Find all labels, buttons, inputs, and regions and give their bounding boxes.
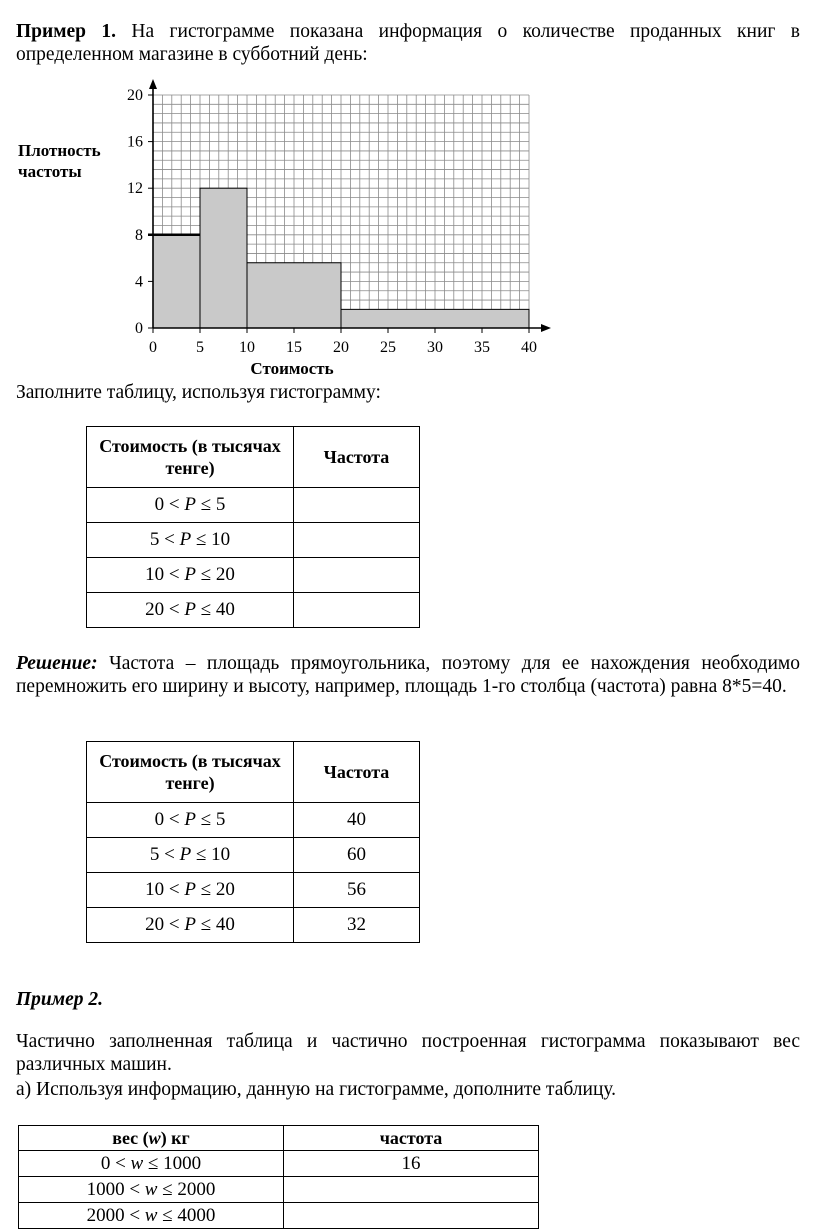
table1-row	[87, 593, 420, 628]
table1-freq-cell[interactable]	[294, 558, 420, 593]
table2-header-cost: Стоимость (в тысячах тенге)	[87, 742, 294, 803]
table3-cost-cell	[19, 1203, 284, 1229]
less-than-sign: <	[159, 529, 180, 550]
less-than-sign: <	[164, 599, 185, 620]
y-tick-label: 16	[127, 133, 143, 151]
range-variable: P	[179, 529, 192, 550]
less-than-sign: <	[164, 879, 185, 900]
x-tick-label: 40	[521, 339, 537, 356]
table3-freq-cell[interactable]	[284, 1177, 539, 1203]
instruction1: Заполните таблицу, используя гистограмму:	[16, 382, 381, 403]
y-tick-label: 4	[135, 273, 143, 291]
range-variable: w	[144, 1204, 158, 1226]
range-upper: 20	[215, 564, 235, 585]
chart-ylabel-line1: Плотность	[18, 141, 101, 160]
less-than-sign: <	[124, 1204, 145, 1226]
range-lower: 10	[145, 564, 165, 585]
range-upper: 5	[215, 809, 226, 830]
x-tick-label: 20	[333, 339, 349, 356]
range-upper: 20	[215, 879, 235, 900]
table2-freq-cell: 40	[294, 803, 420, 838]
less-than-sign: <	[164, 494, 185, 515]
table3-header-weight	[19, 1126, 284, 1151]
y-tick-label: 20	[127, 87, 143, 104]
table3-header-weight-pre: вес (	[112, 1127, 149, 1148]
table2-freq-cell: 56	[294, 873, 420, 908]
example1-text: На гистограмме показана информация о количестве проданных книг в определенном магазине в субботний день:	[16, 21, 800, 65]
chart-ylabel-line2: частоты	[18, 162, 82, 181]
table3-freq-cell[interactable]: 16	[284, 1151, 539, 1177]
example1-label: Пример 1.	[16, 21, 117, 42]
range-lower: 2000	[86, 1204, 125, 1226]
less-equal-sign: ≤	[195, 879, 216, 900]
table2-row	[87, 908, 420, 943]
table1-freq-cell[interactable]	[294, 488, 420, 523]
table2-freq-cell: 32	[294, 908, 420, 943]
example2-text: Частично заполненная таблица и частично построенная гистограмма показывают вес различных машин.	[16, 1031, 800, 1075]
range-variable: P	[184, 809, 196, 830]
chart-x-ticks	[149, 328, 537, 356]
example1-paragraph	[16, 20, 800, 66]
range-lower: 5	[149, 529, 160, 550]
table1-cost-cell	[87, 593, 294, 628]
less-than-sign: <	[110, 1152, 131, 1174]
less-equal-sign: ≤	[195, 494, 216, 515]
table1	[86, 426, 420, 628]
table2-row	[87, 803, 420, 838]
range-upper: 4000	[177, 1204, 216, 1226]
x-tick-label: 10	[239, 339, 255, 356]
table3-cost-cell	[19, 1177, 284, 1203]
range-upper: 1000	[163, 1152, 202, 1174]
range-upper: 40	[215, 599, 235, 620]
table1-cost-cell	[87, 488, 294, 523]
x-tick-label: 0	[149, 339, 157, 356]
histogram-chart	[0, 78, 600, 378]
range-lower: 10	[145, 879, 165, 900]
less-equal-sign: ≤	[143, 1152, 164, 1174]
range-lower: 0	[100, 1152, 111, 1174]
table2-cost-cell	[87, 838, 294, 873]
less-than-sign: <	[164, 914, 185, 935]
range-upper: 2000	[177, 1178, 216, 1200]
histogram-bar-4	[341, 309, 529, 328]
x-tick-label: 15	[286, 339, 302, 356]
table1-freq-cell[interactable]	[294, 523, 420, 558]
range-upper: 10	[211, 844, 231, 865]
table2-cost-cell	[87, 908, 294, 943]
less-than-sign: <	[164, 809, 185, 830]
range-upper: 5	[215, 494, 226, 515]
table3	[18, 1125, 539, 1229]
table2-freq-cell: 60	[294, 838, 420, 873]
range-lower: 0	[154, 494, 165, 515]
histogram-bar-3	[247, 263, 341, 328]
table3-header	[19, 1126, 539, 1151]
solution-label: Решение:	[16, 653, 98, 674]
y-tick-label: 12	[127, 180, 143, 198]
table3-header-weight-post: ) кг	[160, 1127, 190, 1148]
table2-row	[87, 838, 420, 873]
table2-row	[87, 873, 420, 908]
histogram-bar-2	[200, 188, 247, 328]
range-variable: w	[130, 1152, 144, 1174]
table2	[86, 741, 420, 943]
range-upper: 40	[215, 914, 235, 935]
solution-paragraph	[16, 652, 800, 698]
range-variable: P	[184, 914, 196, 935]
histogram-bar-1	[153, 235, 200, 328]
less-than-sign: <	[164, 564, 185, 585]
range-lower: 1000	[86, 1178, 125, 1200]
table2-header	[87, 742, 420, 803]
table3-row	[19, 1177, 539, 1203]
less-equal-sign: ≤	[157, 1178, 178, 1200]
table3-header-weight-var: w	[148, 1127, 161, 1148]
y-axis-arrow	[149, 79, 157, 89]
table2-cost-cell	[87, 873, 294, 908]
range-lower: 20	[145, 914, 165, 935]
x-tick-label: 25	[380, 339, 396, 356]
table2-header-freq: Частота	[294, 742, 420, 803]
table3-row	[19, 1151, 539, 1177]
x-axis-arrow	[541, 324, 551, 332]
table1-header	[87, 427, 420, 488]
x-tick-label: 30	[427, 339, 443, 356]
table2-cost-cell	[87, 803, 294, 838]
solution-text: Частота – площадь прямоугольника, поэтому для ее нахождения необходимо перемножить его ширину и высоту, например, площадь 1-го столбца (частота) равна 8*5=40.	[16, 653, 800, 697]
less-than-sign: <	[124, 1178, 145, 1200]
table3-cost-cell	[19, 1151, 284, 1177]
table1-row	[87, 558, 420, 593]
range-variable: P	[184, 494, 196, 515]
table3-freq-cell[interactable]	[284, 1203, 539, 1229]
range-lower: 0	[154, 809, 165, 830]
table3-header-freq: частота	[284, 1126, 539, 1151]
y-tick-label: 8	[135, 226, 143, 244]
example2-task-a: а) Используя информацию, данную на гистограмме, дополните таблицу.	[16, 1079, 617, 1100]
less-equal-sign: ≤	[157, 1204, 178, 1226]
range-variable: w	[144, 1178, 158, 1200]
less-equal-sign: ≤	[191, 844, 212, 865]
range-lower: 20	[145, 599, 165, 620]
range-variable: P	[179, 844, 192, 865]
table1-row	[87, 523, 420, 558]
range-lower: 5	[149, 844, 160, 865]
range-variable: P	[184, 564, 196, 585]
example2-label-paragraph	[16, 988, 800, 1011]
example2-label: Пример 2.	[16, 989, 104, 1010]
table1-cost-cell	[87, 558, 294, 593]
chart-xlabel: Стоимость	[250, 359, 334, 378]
table1-cost-cell	[87, 523, 294, 558]
table1-header-cost: Стоимость (в тысячах тенге)	[87, 427, 294, 488]
range-upper: 10	[211, 529, 231, 550]
range-variable: P	[184, 599, 196, 620]
less-equal-sign: ≤	[195, 599, 216, 620]
table1-freq-cell[interactable]	[294, 593, 420, 628]
less-than-sign: <	[159, 844, 180, 865]
table3-row	[19, 1203, 539, 1229]
less-equal-sign: ≤	[191, 529, 212, 550]
x-tick-label: 5	[196, 339, 204, 356]
table1-header-freq: Частота	[294, 427, 420, 488]
range-variable: P	[184, 879, 196, 900]
y-tick-label: 0	[135, 320, 143, 337]
chart-y-ticks	[127, 87, 153, 337]
x-tick-label: 35	[474, 339, 490, 356]
less-equal-sign: ≤	[195, 809, 216, 830]
table1-row	[87, 488, 420, 523]
less-equal-sign: ≤	[195, 914, 216, 935]
chart-bars	[148, 188, 529, 328]
less-equal-sign: ≤	[195, 564, 216, 585]
